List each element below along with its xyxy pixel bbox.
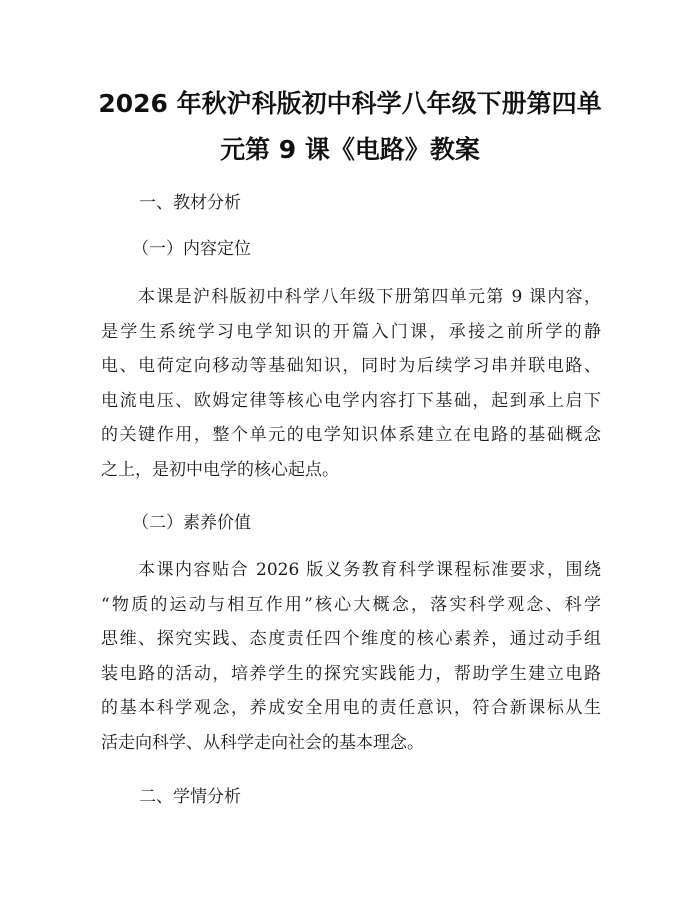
paragraph-literacy-value [101,553,601,760]
document-title-line-2: 元第 9 课《电路》教案 [220,135,480,164]
paragraph-line: 电、电荷定向移动等基础知识，同时为后续学习串并联电路、 [101,356,601,376]
paragraph-line: 的关键作用，整个单元的电学知识体系建立在电路的基础概念 [101,425,601,445]
paragraph-line: 活走向科学、从科学走向社会的基本理念。 [101,732,424,753]
section-heading-textbook-analysis: 一、教材分析 [139,193,241,213]
paragraph-line: 是学生系统学习电学知识的开篇入门课，承接之前所学的静 [101,321,601,342]
paragraph-line: “物质的运动与相互作用”核心大概念，落实科学观念、科学 [101,594,601,615]
paragraph-line: 本课是沪科版初中科学八年级下册第四单元第 9 课内容， [138,287,601,307]
document-title-line-1: 2026 年秋沪科版初中科学八年级下册第四单 [98,89,602,118]
paragraph-line: 本课内容贴合 2026 版义务教育科学课程标准要求，围绕 [138,560,601,580]
subsection-heading-content-positioning: （一）内容定位 [132,239,251,259]
paragraph-content-positioning [101,280,601,487]
paragraph-line: 之上，是初中电学的核心起点。 [101,459,339,480]
paragraph-line: 装电路的活动，培养学生的探究实践能力，帮助学生建立电路 [101,663,601,684]
paragraph-line: 电流电压、欧姆定律等核心电学内容打下基础，起到承上启下 [101,390,601,411]
section-heading-student-analysis: 二、学情分析 [139,787,241,807]
paragraph-line: 的基本科学观念，养成安全用电的责任意识，符合新课标从生 [101,698,601,718]
subsection-heading-literacy-value: （二）素养价值 [132,513,251,533]
paragraph-line: 思维、探究实践、态度责任四个维度的核心素养，通过动手组 [101,629,601,649]
